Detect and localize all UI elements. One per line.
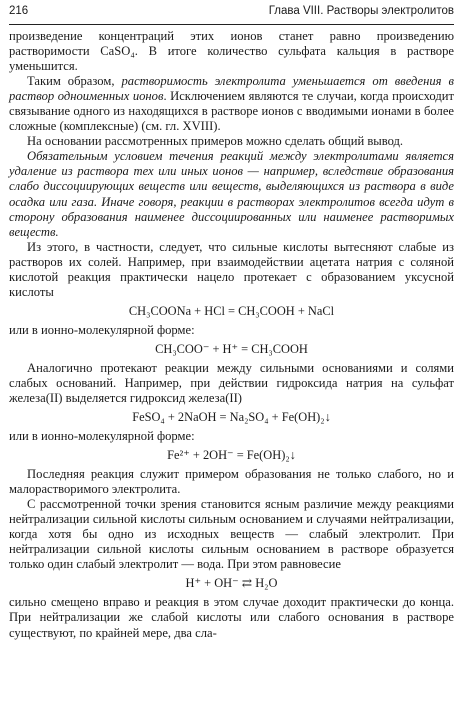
header-rule xyxy=(9,24,454,25)
formula-3: FeSO₄ + 2NaOH = Na₂SO₄ + Fe(OH)₂↓ xyxy=(132,410,331,425)
paragraph-4-rule: Обязательным условием течения реакций между электролитами является удаление из раствора тех или иных ионов — например, вследствие образования слабо диссоциирующих веществ или веществ, выделяющихся из раствора в виде осадка или газа. Иначе говоря, реакции в растворах электролитов всегда идут в сторону образования наименее диссоциированных или наименее растворимых веществ. xyxy=(9,149,454,239)
paragraph-9: Последняя реакция служит примером образования не только слабого, но и малорастворимого электролита. xyxy=(9,467,454,497)
paragraph-2-lead: Таким образом, xyxy=(27,74,122,89)
paragraph-10: С рассмотренной точки зрения становится ясным различие между реакциями нейтрализации сильной кислоты сильным основанием и случаями нейтрализации, когда хотя бы одно из исходных веществ — слабый электролит. При нейтрализации сильной кислоты сильным основанием в растворе образуется только один слабый электролит — вода. При этом равновесие xyxy=(9,497,454,572)
running-header xyxy=(9,5,454,24)
paragraph-8: или в ионно-молекулярной форме: xyxy=(9,429,195,444)
paragraph-11: сильно смещено вправо и реакция в этом случае доходит практически до конца. При нейтрализации же слабой кислоты или слабого основания в растворе существуют, по крайней мере, два сла- xyxy=(9,595,454,640)
formula-5: H⁺ + OH⁻ ⇄ H₂O xyxy=(185,576,278,591)
paragraph-1: произведение концентраций этих ионов станет равно произведению растворимости CaSO₄. В итоге количество сульфата кальция в растворе уменьшится. xyxy=(9,29,454,74)
paragraph-2-rest: . Исключением являются те случаи, когда происходит связывание одного из находящихся в растворе ионов с вводимыми ионами в более сложные (комплексные) (см. гл. XVIII). xyxy=(9,89,454,134)
paragraph-2 xyxy=(9,74,454,134)
page-number: 216 xyxy=(9,5,29,17)
paragraph-5: Из этого, в частности, следует, что сильные кислоты вытесняют слабые из растворов их солей. Например, при взаимодействии ацетата натрия с соляной кислотой реакция практически нацело протекает с образованием уксусной кислоты xyxy=(9,239,454,299)
paragraph-7: Аналогично протекают реакции между сильными основаниями и солями слабых оснований. Например, при действии гидроксида натрия на сульфат железа(II) выделяется гидроксид железа(II) xyxy=(9,360,454,405)
running-title: Глава VIII. Растворы электролитов xyxy=(268,5,454,17)
formula-4: Fe²⁺ + 2OH⁻ = Fe(OH)₂↓ xyxy=(167,448,296,463)
formula-2: CH₃COO⁻ + H⁺ = CH₃COOH xyxy=(155,341,308,356)
page-body xyxy=(9,29,454,641)
formula-1: CH₃COONa + HCl = CH₃COOH + NaCl xyxy=(128,303,335,318)
paragraph-6: или в ионно-молекулярной форме: xyxy=(9,322,195,337)
paragraph-3: На основании рассмотренных примеров можно сделать общий вывод. xyxy=(27,134,404,149)
paragraph-2-italic: растворимость электролита уменьшается от введения в раствор одноименных ионов xyxy=(9,74,454,104)
